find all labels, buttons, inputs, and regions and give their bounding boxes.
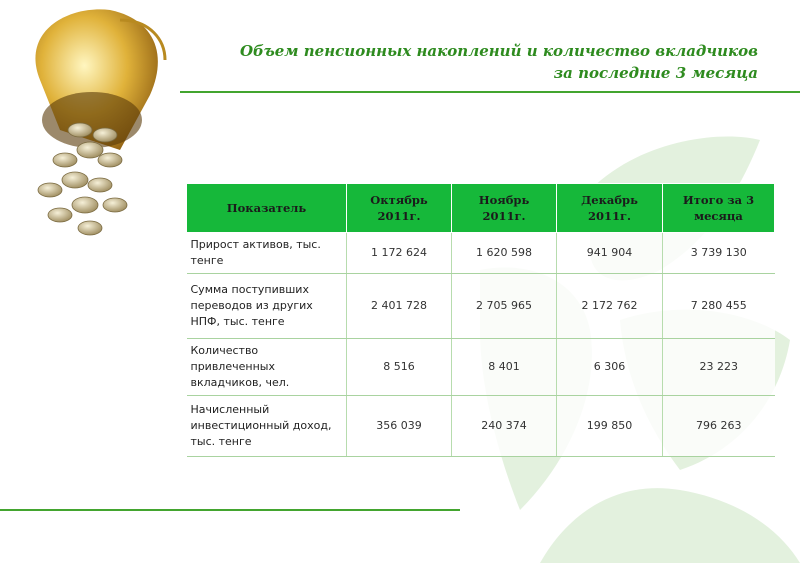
cell-value: 23 223 xyxy=(663,339,775,396)
cell-value: 8 516 xyxy=(347,339,452,396)
cell-value: 356 039 xyxy=(347,396,452,457)
cell-value: 2 705 965 xyxy=(452,274,557,339)
row-label: Сумма поступивших переводов из других НПФ, тыс. тенге xyxy=(187,274,347,339)
page-title xyxy=(198,40,758,84)
cell-value: 2 172 762 xyxy=(557,274,663,339)
cell-value: 8 401 xyxy=(452,339,557,396)
table-row xyxy=(187,274,775,339)
cell-value: 1 620 598 xyxy=(452,233,557,274)
table-header-row xyxy=(187,184,775,233)
row-label: Начисленный инвестиционный доход, тыс. тенге xyxy=(187,396,347,457)
cell-value: 1 172 624 xyxy=(347,233,452,274)
table-row xyxy=(187,396,775,457)
cell-value: 3 739 130 xyxy=(663,233,775,274)
cell-value: 240 374 xyxy=(452,396,557,457)
cell-value: 7 280 455 xyxy=(663,274,775,339)
table-row xyxy=(187,339,775,396)
bottom-divider xyxy=(0,509,460,511)
cell-value: 6 306 xyxy=(557,339,663,396)
header-october: Октябрь 2011г. xyxy=(347,184,452,233)
cell-value: 199 850 xyxy=(557,396,663,457)
coin-bucket-image xyxy=(0,0,175,240)
header-total: Итого за 3 месяца xyxy=(663,184,775,233)
cell-value: 941 904 xyxy=(557,233,663,274)
row-label: Количество привлеченных вкладчиков, чел. xyxy=(187,339,347,396)
pension-data-table xyxy=(186,183,775,457)
header-december: Декабрь 2011г. xyxy=(557,184,663,233)
row-label: Прирост активов, тыс. тенге xyxy=(187,233,347,274)
cell-value: 2 401 728 xyxy=(347,274,452,339)
title-line-1: Объем пенсионных накоплений и количество вкладчиков xyxy=(239,42,758,60)
top-divider xyxy=(180,91,800,93)
header-indicator: Показатель xyxy=(187,184,347,233)
header-november: Ноябрь 2011г. xyxy=(452,184,557,233)
title-line-2: за последние 3 месяца xyxy=(553,64,758,82)
table-row xyxy=(187,233,775,274)
cell-value: 796 263 xyxy=(663,396,775,457)
